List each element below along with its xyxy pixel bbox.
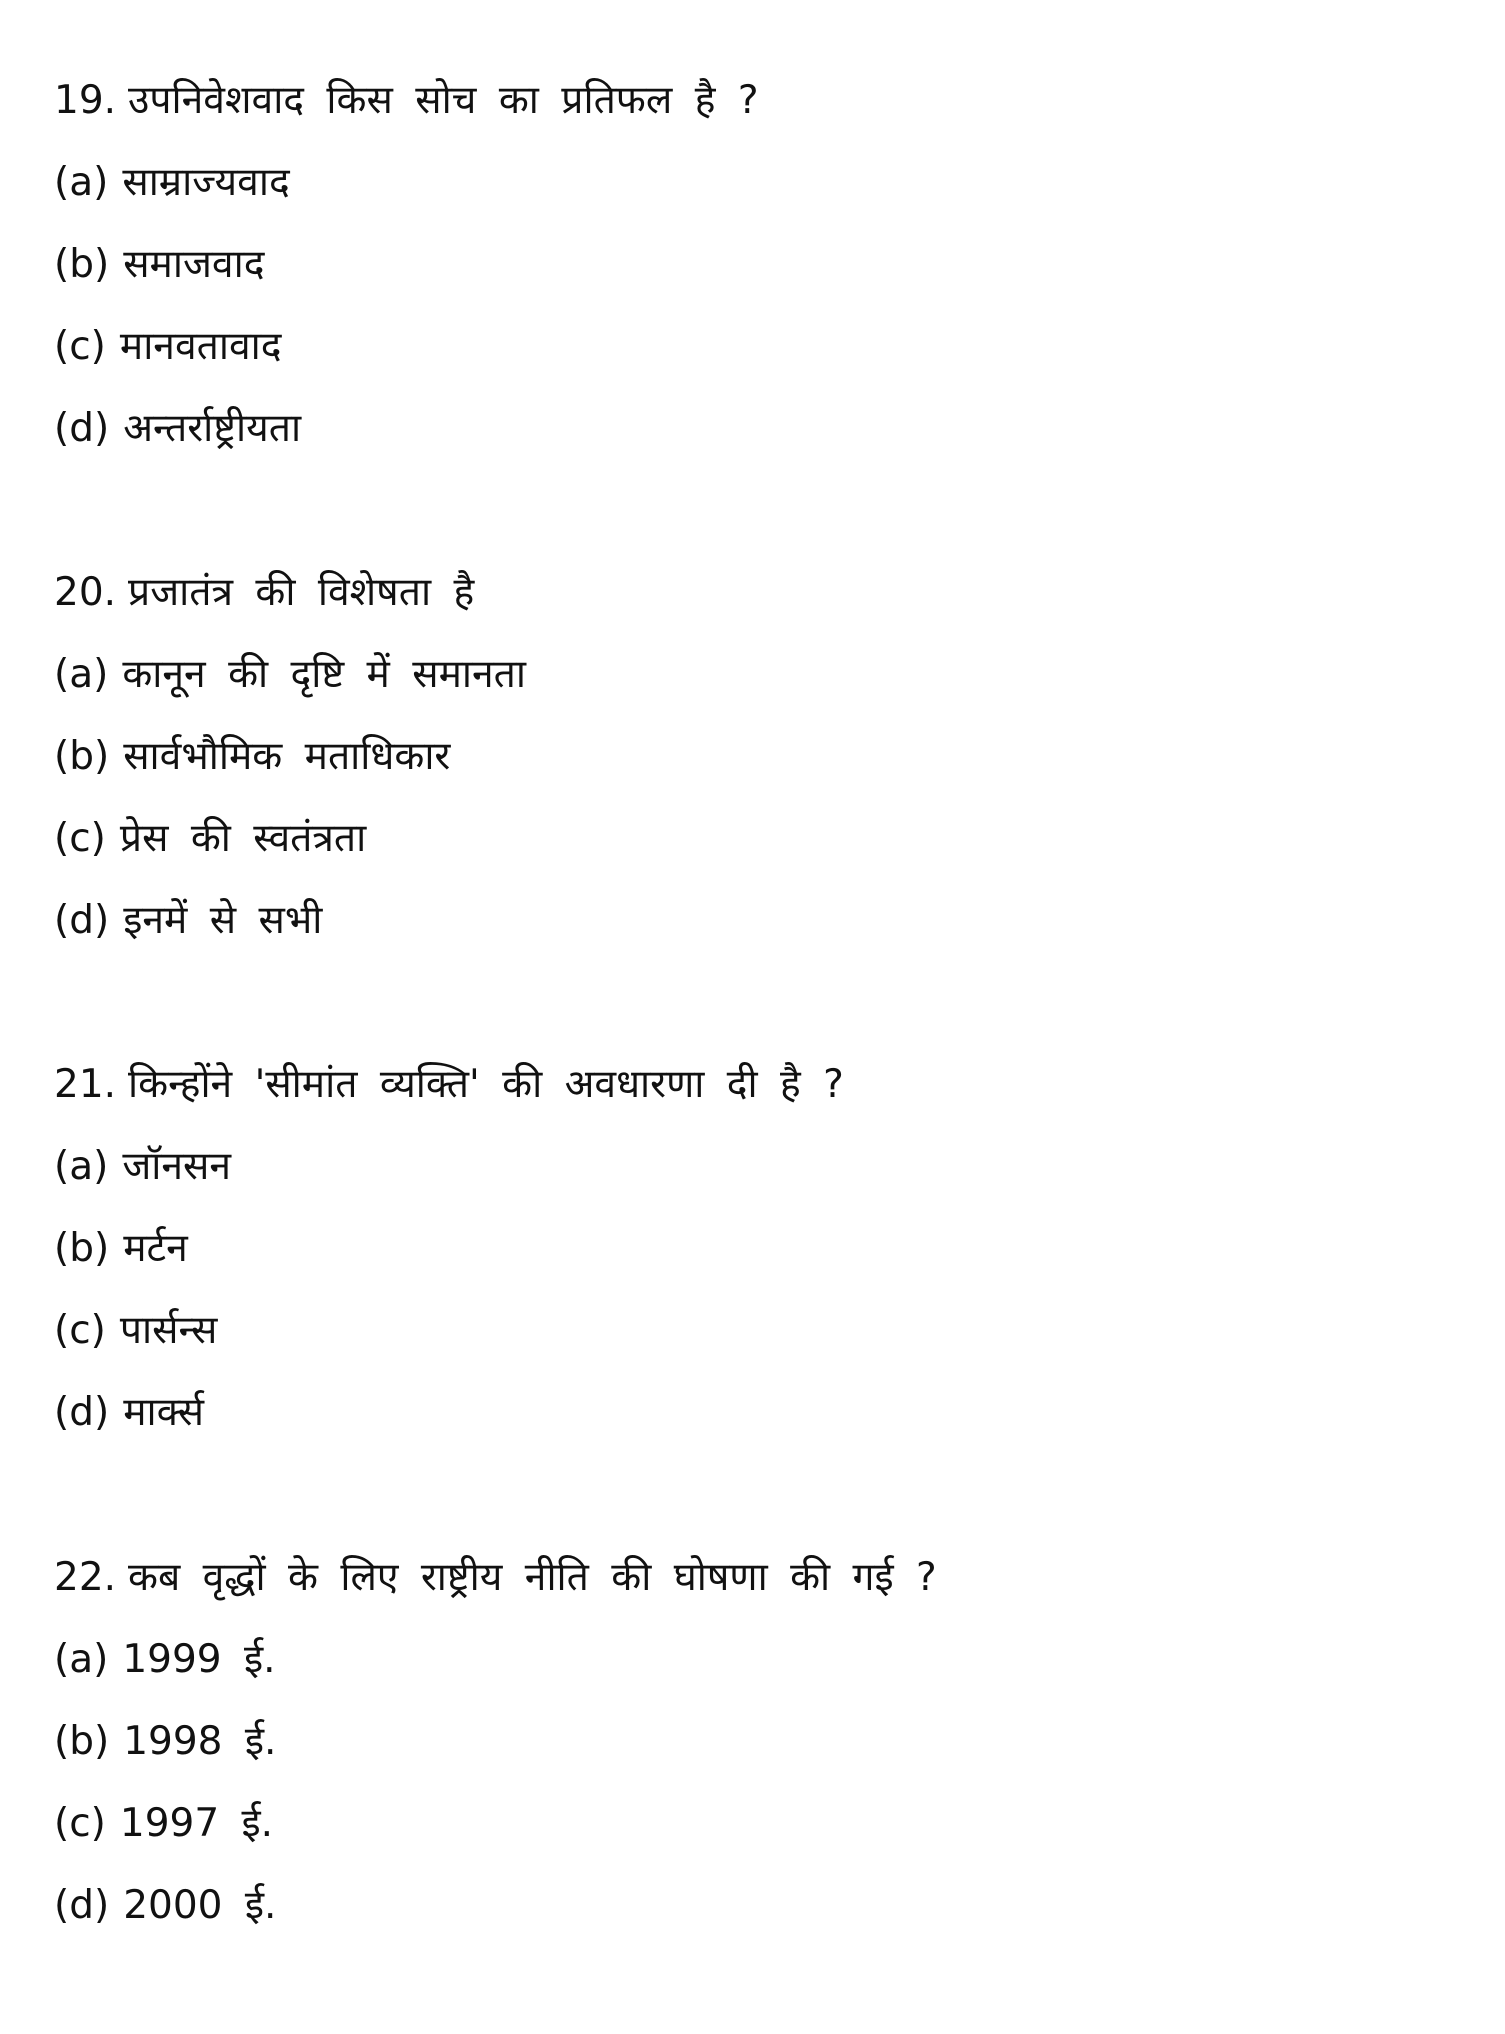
option-label: (b) xyxy=(54,242,110,287)
question-number: 21. xyxy=(54,1062,117,1107)
option-d[interactable] xyxy=(54,880,1454,962)
option-text: 2000 ई. xyxy=(123,1883,277,1928)
option-text: 1997 ई. xyxy=(119,1801,274,1846)
question-22 xyxy=(54,1537,1454,1947)
option-text: मार्क्स xyxy=(123,1390,204,1435)
option-c[interactable] xyxy=(54,1290,1454,1372)
question-20 xyxy=(54,552,1454,962)
option-b[interactable] xyxy=(54,1208,1454,1290)
option-text: कानून की दृष्टि में समानता xyxy=(122,652,526,697)
question-number: 22. xyxy=(54,1555,117,1600)
option-label: (b) xyxy=(54,1226,110,1271)
option-label: (c) xyxy=(54,1801,106,1846)
option-c[interactable] xyxy=(54,1783,1454,1865)
option-a[interactable] xyxy=(54,142,1454,224)
option-text: मानवतावाद xyxy=(119,324,282,369)
option-b[interactable] xyxy=(54,716,1454,798)
option-a[interactable] xyxy=(54,1126,1454,1208)
option-b[interactable] xyxy=(54,224,1454,306)
option-text: इनमें से सभी xyxy=(123,898,323,943)
option-text: जॉनसन xyxy=(122,1144,232,1189)
option-a[interactable] xyxy=(54,634,1454,716)
option-d[interactable] xyxy=(54,1865,1454,1947)
question-19 xyxy=(54,60,1454,470)
option-text: मर्टन xyxy=(123,1226,188,1271)
option-label: (c) xyxy=(54,816,106,861)
option-label: (c) xyxy=(54,324,106,369)
option-label: (d) xyxy=(54,406,110,451)
option-label: (b) xyxy=(54,1719,110,1764)
option-label: (c) xyxy=(54,1308,106,1353)
question-text: प्रजातंत्र की विशेषता है xyxy=(128,570,475,615)
question-text-line xyxy=(54,1537,1454,1619)
option-a[interactable] xyxy=(54,1619,1454,1701)
option-text: पार्सन्स xyxy=(119,1308,218,1353)
option-d[interactable] xyxy=(54,388,1454,470)
option-label: (a) xyxy=(54,1637,109,1682)
question-text-line xyxy=(54,60,1454,142)
question-text: उपनिवेशवाद किस सोच का प्रतिफल है ? xyxy=(128,78,759,123)
option-label: (d) xyxy=(54,898,110,943)
question-text: किन्होंने 'सीमांत व्यक्ति' की अवधारणा दी है ? xyxy=(128,1062,844,1107)
option-text: सार्वभौमिक मताधिकार xyxy=(123,734,451,779)
option-text: अन्तर्राष्ट्रीयता xyxy=(123,406,302,451)
question-number: 19. xyxy=(54,78,117,123)
option-d[interactable] xyxy=(54,1372,1454,1454)
question-text-line xyxy=(54,552,1454,634)
question-21 xyxy=(54,1044,1454,1454)
option-text: प्रेस की स्वतंत्रता xyxy=(119,816,367,861)
option-b[interactable] xyxy=(54,1701,1454,1783)
question-text: कब वृद्धों के लिए राष्ट्रीय नीति की घोषणा की गई ? xyxy=(128,1555,937,1600)
option-text: 1999 ई. xyxy=(122,1637,276,1682)
option-label: (a) xyxy=(54,160,109,205)
option-label: (d) xyxy=(54,1883,110,1928)
option-text: 1998 ई. xyxy=(123,1719,277,1764)
option-text: समाजवाद xyxy=(123,242,265,287)
option-label: (d) xyxy=(54,1390,110,1435)
option-c[interactable] xyxy=(54,306,1454,388)
question-number: 20. xyxy=(54,570,117,615)
option-label: (a) xyxy=(54,652,109,697)
option-text: साम्राज्यवाद xyxy=(122,160,290,205)
option-label: (a) xyxy=(54,1144,109,1189)
option-label: (b) xyxy=(54,734,110,779)
option-c[interactable] xyxy=(54,798,1454,880)
question-text-line xyxy=(54,1044,1454,1126)
